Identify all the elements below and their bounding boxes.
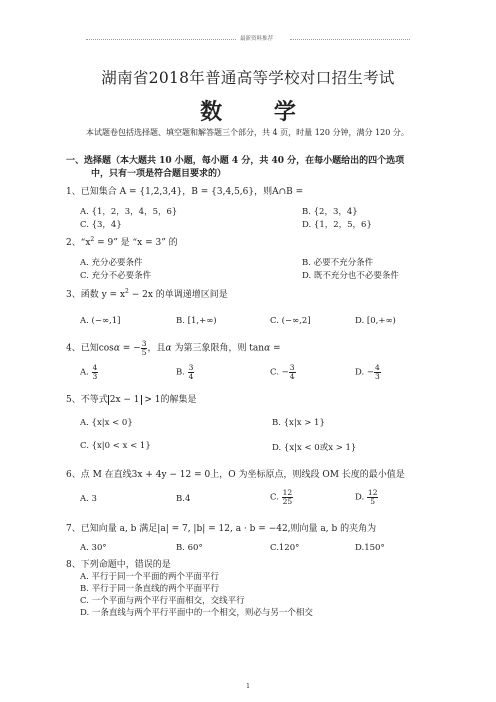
q6-option-b: B.4 [176, 494, 191, 504]
section-heading-line1: 一、选择题（本大题共 10 小题，每小题 4 分，共 40 分，在每小题给出的四个选项 [66, 156, 405, 166]
question-2-stem: 2、“$x^2 = 9$” 是 “x = 3” 的 [66, 236, 178, 248]
q1-option-a: A. {1，2，3，4，5，6} [80, 207, 178, 217]
q2-option-d: D. 既不充分也不必要条件 [302, 271, 399, 281]
q1-option-b: B. {2，3，4} [302, 207, 358, 217]
q5-option-a: A. {x|x < 0} [80, 418, 133, 428]
q5-option-b: B. {x|x > 1} [272, 418, 325, 428]
q3-option-b: B. [1,+∞) [176, 316, 217, 326]
question-3-stem: 3、函数 $y = x^2 - 2x$ 的单调递增区间是 [66, 288, 228, 300]
q8-option-d: D. 一条直线与两个平行平面中的一个相交，则必与另一个相交 [80, 608, 313, 618]
q5-option-d: D. {x|x < 0或x > 1} [272, 443, 357, 453]
q6-option-a: A. 3 [80, 494, 97, 504]
q7-option-c: C.120° [270, 543, 300, 553]
question-7-stem: 7、已知向量 a, b 满足|a| = 7, |b| = 12, a · b = −42,则向量 a, b 的夹角为 [66, 524, 377, 534]
question-4-stem: 4、已知cosα = − $\frac{3}{5}$ ，且α 为第三象限角，则 tanα = [66, 339, 281, 357]
section-heading-line2: 中，只有一项是符合题目要求的） [91, 169, 227, 179]
header-rule-right [290, 39, 410, 40]
q8-option-c: C. 一个平面与两个平行平面相交，交线平行 [80, 596, 245, 606]
q7-option-a: A. 30° [80, 543, 107, 553]
q4-option-a: A. $\frac{4}{3}$ [80, 363, 98, 381]
q8-option-a: A. 平行于同一个平面的两个平面平行 [80, 572, 220, 582]
q2-option-c: C. 充分不必要条件 [80, 271, 152, 281]
q6-option-d: D. $\frac{12}{5}$ [355, 488, 378, 506]
question-1-stem: 1、已知集合 A = {1,2,3,4}，B = {3,4,5,6}，则A∩B = [66, 187, 304, 197]
page-header [86, 33, 410, 45]
page-number: 1 [246, 683, 250, 690]
q4-option-b: B. $\frac{3}{4}$ [176, 363, 194, 381]
q7-option-d: D.150° [355, 543, 385, 553]
q1-option-c: C. {3，4} [80, 220, 122, 230]
q6-option-c: C. $\frac{12}{25}$ [270, 488, 293, 506]
q1-option-d: D. {1，2，5，6} [302, 220, 372, 230]
q7-option-b: B. 60° [176, 543, 203, 553]
q8-option-b: B. 平行于同一条直线的两个平面平行 [80, 584, 220, 594]
header-rule-left [86, 39, 236, 40]
question-8-stem: 8、下列命题中，错误的是 [66, 560, 171, 570]
header-label: 最新资料推荐 [240, 36, 274, 42]
q3-option-c: C. (−∞,2] [270, 316, 311, 326]
question-6-stem: 6、点 M 在直线3x + 4y − 12 = 0上，O 为坐标原点，则线段 OM 长度的最小值是 [66, 470, 405, 480]
exam-note: 本试题卷包括选择题、填空题和解答题三个部分，共 4 页，时量 120 分钟，满分 120 分。 [86, 128, 409, 137]
q4-option-c: C. − $\frac{3}{4}$ [270, 363, 295, 381]
q3-option-d: D. [0,+∞) [355, 316, 396, 326]
q2-option-b: B. 必要不充分条件 [302, 258, 374, 268]
subject-title: 数 学 [200, 99, 318, 125]
exam-title: 湖南省2018年普通高等学校对口招生考试 [101, 69, 395, 87]
q5-option-c: C. {x|0 < x < 1} [80, 441, 151, 451]
q3-option-a: A. (−∞,1] [80, 316, 121, 326]
q4-option-d: D. − $\frac{4}{3}$ [355, 363, 380, 381]
question-5-stem: 5、不等式 2x − 1 > 1的解集是 [66, 395, 197, 405]
q2-option-a: A. 充分必要条件 [80, 258, 143, 268]
